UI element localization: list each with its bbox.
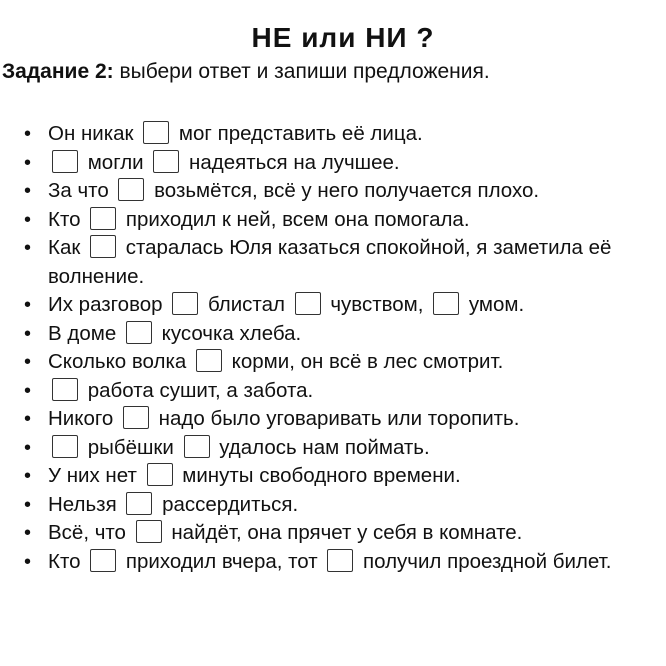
sentence-text: приходил вчера, тот xyxy=(120,549,324,573)
answer-box[interactable] xyxy=(295,292,321,315)
answer-box[interactable] xyxy=(433,292,459,315)
page-title: НЕ или НИ ? xyxy=(251,22,435,53)
sentence-text: За что xyxy=(48,179,115,202)
sentence-item xyxy=(20,462,666,491)
sentence-text: надеяться на лучшее. xyxy=(183,150,400,174)
sentence-text: получил проездной билет. xyxy=(357,549,612,573)
sentence-text: могли xyxy=(82,150,150,174)
sentence-text: корми, он всё в лес смотрит. xyxy=(225,350,504,373)
answer-box[interactable] xyxy=(172,292,198,315)
sentence-text: волнение. xyxy=(48,264,145,288)
answer-box[interactable] xyxy=(136,520,162,543)
sentence-text: Кто xyxy=(48,549,87,573)
sentence-text: рассердиться. xyxy=(156,492,299,516)
answer-box[interactable] xyxy=(153,150,179,173)
sentence-item xyxy=(20,234,666,291)
answer-box[interactable] xyxy=(123,406,149,429)
task-label: Задание 2: xyxy=(2,60,114,83)
sentence-text: мог представить её лица. xyxy=(173,122,423,145)
sentence-text: Их разговор xyxy=(48,293,169,316)
answer-box[interactable] xyxy=(90,207,116,230)
sentence-text: У них нет xyxy=(48,464,143,487)
task-instruction xyxy=(2,60,490,84)
sentence-text: Он никак xyxy=(48,122,140,145)
sentence-text: В доме xyxy=(48,321,122,345)
sentence-item xyxy=(20,548,666,577)
sentence-item xyxy=(20,177,666,206)
sentence-text: Никого xyxy=(48,407,119,430)
sentence-text: Сколько волка xyxy=(48,350,192,373)
sentence-text: Как xyxy=(48,236,87,259)
sentence-text: старалась Юля казаться спокойной, я заметила её xyxy=(120,236,612,259)
sentence-text: минуты свободного времени. xyxy=(176,464,461,487)
sentence-text: возьмётся, всё у него получается плохо. xyxy=(148,179,540,202)
answer-box[interactable] xyxy=(52,378,78,401)
task-text: выбери ответ и запиши предложения. xyxy=(113,60,490,83)
sentence-text: умом. xyxy=(463,293,525,316)
sentence-text: Нельзя xyxy=(48,492,123,516)
sentence-text: удалось нам поймать. xyxy=(213,435,430,459)
sentence-text: рыбёшки xyxy=(82,435,180,459)
sentence-text: блистал xyxy=(202,293,291,316)
sentence-text: Всё, что xyxy=(48,521,132,544)
sentence-item xyxy=(20,491,666,520)
sentence-item xyxy=(20,377,666,406)
answer-box[interactable] xyxy=(196,349,222,372)
sentence-text: приходил к ней, всем она помогала. xyxy=(120,207,470,231)
sentence-list xyxy=(20,120,666,576)
sentence-text: Кто xyxy=(48,207,87,231)
sentence-item xyxy=(20,120,666,149)
answer-box[interactable] xyxy=(126,321,152,344)
sentence-text: работа сушит, а забота. xyxy=(82,378,314,402)
answer-box[interactable] xyxy=(90,235,116,258)
answer-box[interactable] xyxy=(52,435,78,458)
sentence-item xyxy=(20,519,666,548)
answer-box[interactable] xyxy=(143,121,169,144)
sentence-item xyxy=(20,206,666,235)
sentence-item xyxy=(20,405,666,434)
answer-box[interactable] xyxy=(52,150,78,173)
sentence-item xyxy=(20,320,666,349)
sentence-item xyxy=(20,348,666,377)
sentence-text: надо было уговаривать или торопить. xyxy=(152,407,520,430)
answer-box[interactable] xyxy=(126,492,152,515)
answer-box[interactable] xyxy=(118,178,144,201)
sentence-item xyxy=(20,434,666,463)
answer-box[interactable] xyxy=(184,435,210,458)
answer-box[interactable] xyxy=(90,549,116,572)
sentence-text: найдёт, она прячет у себя в комнате. xyxy=(165,521,523,544)
answer-box[interactable] xyxy=(147,463,173,486)
sentence-item xyxy=(20,149,666,178)
sentence-text: чувством, xyxy=(324,293,430,316)
sentence-item xyxy=(20,291,666,320)
answer-box[interactable] xyxy=(327,549,353,572)
sentence-text: кусочка хлеба. xyxy=(155,321,302,345)
